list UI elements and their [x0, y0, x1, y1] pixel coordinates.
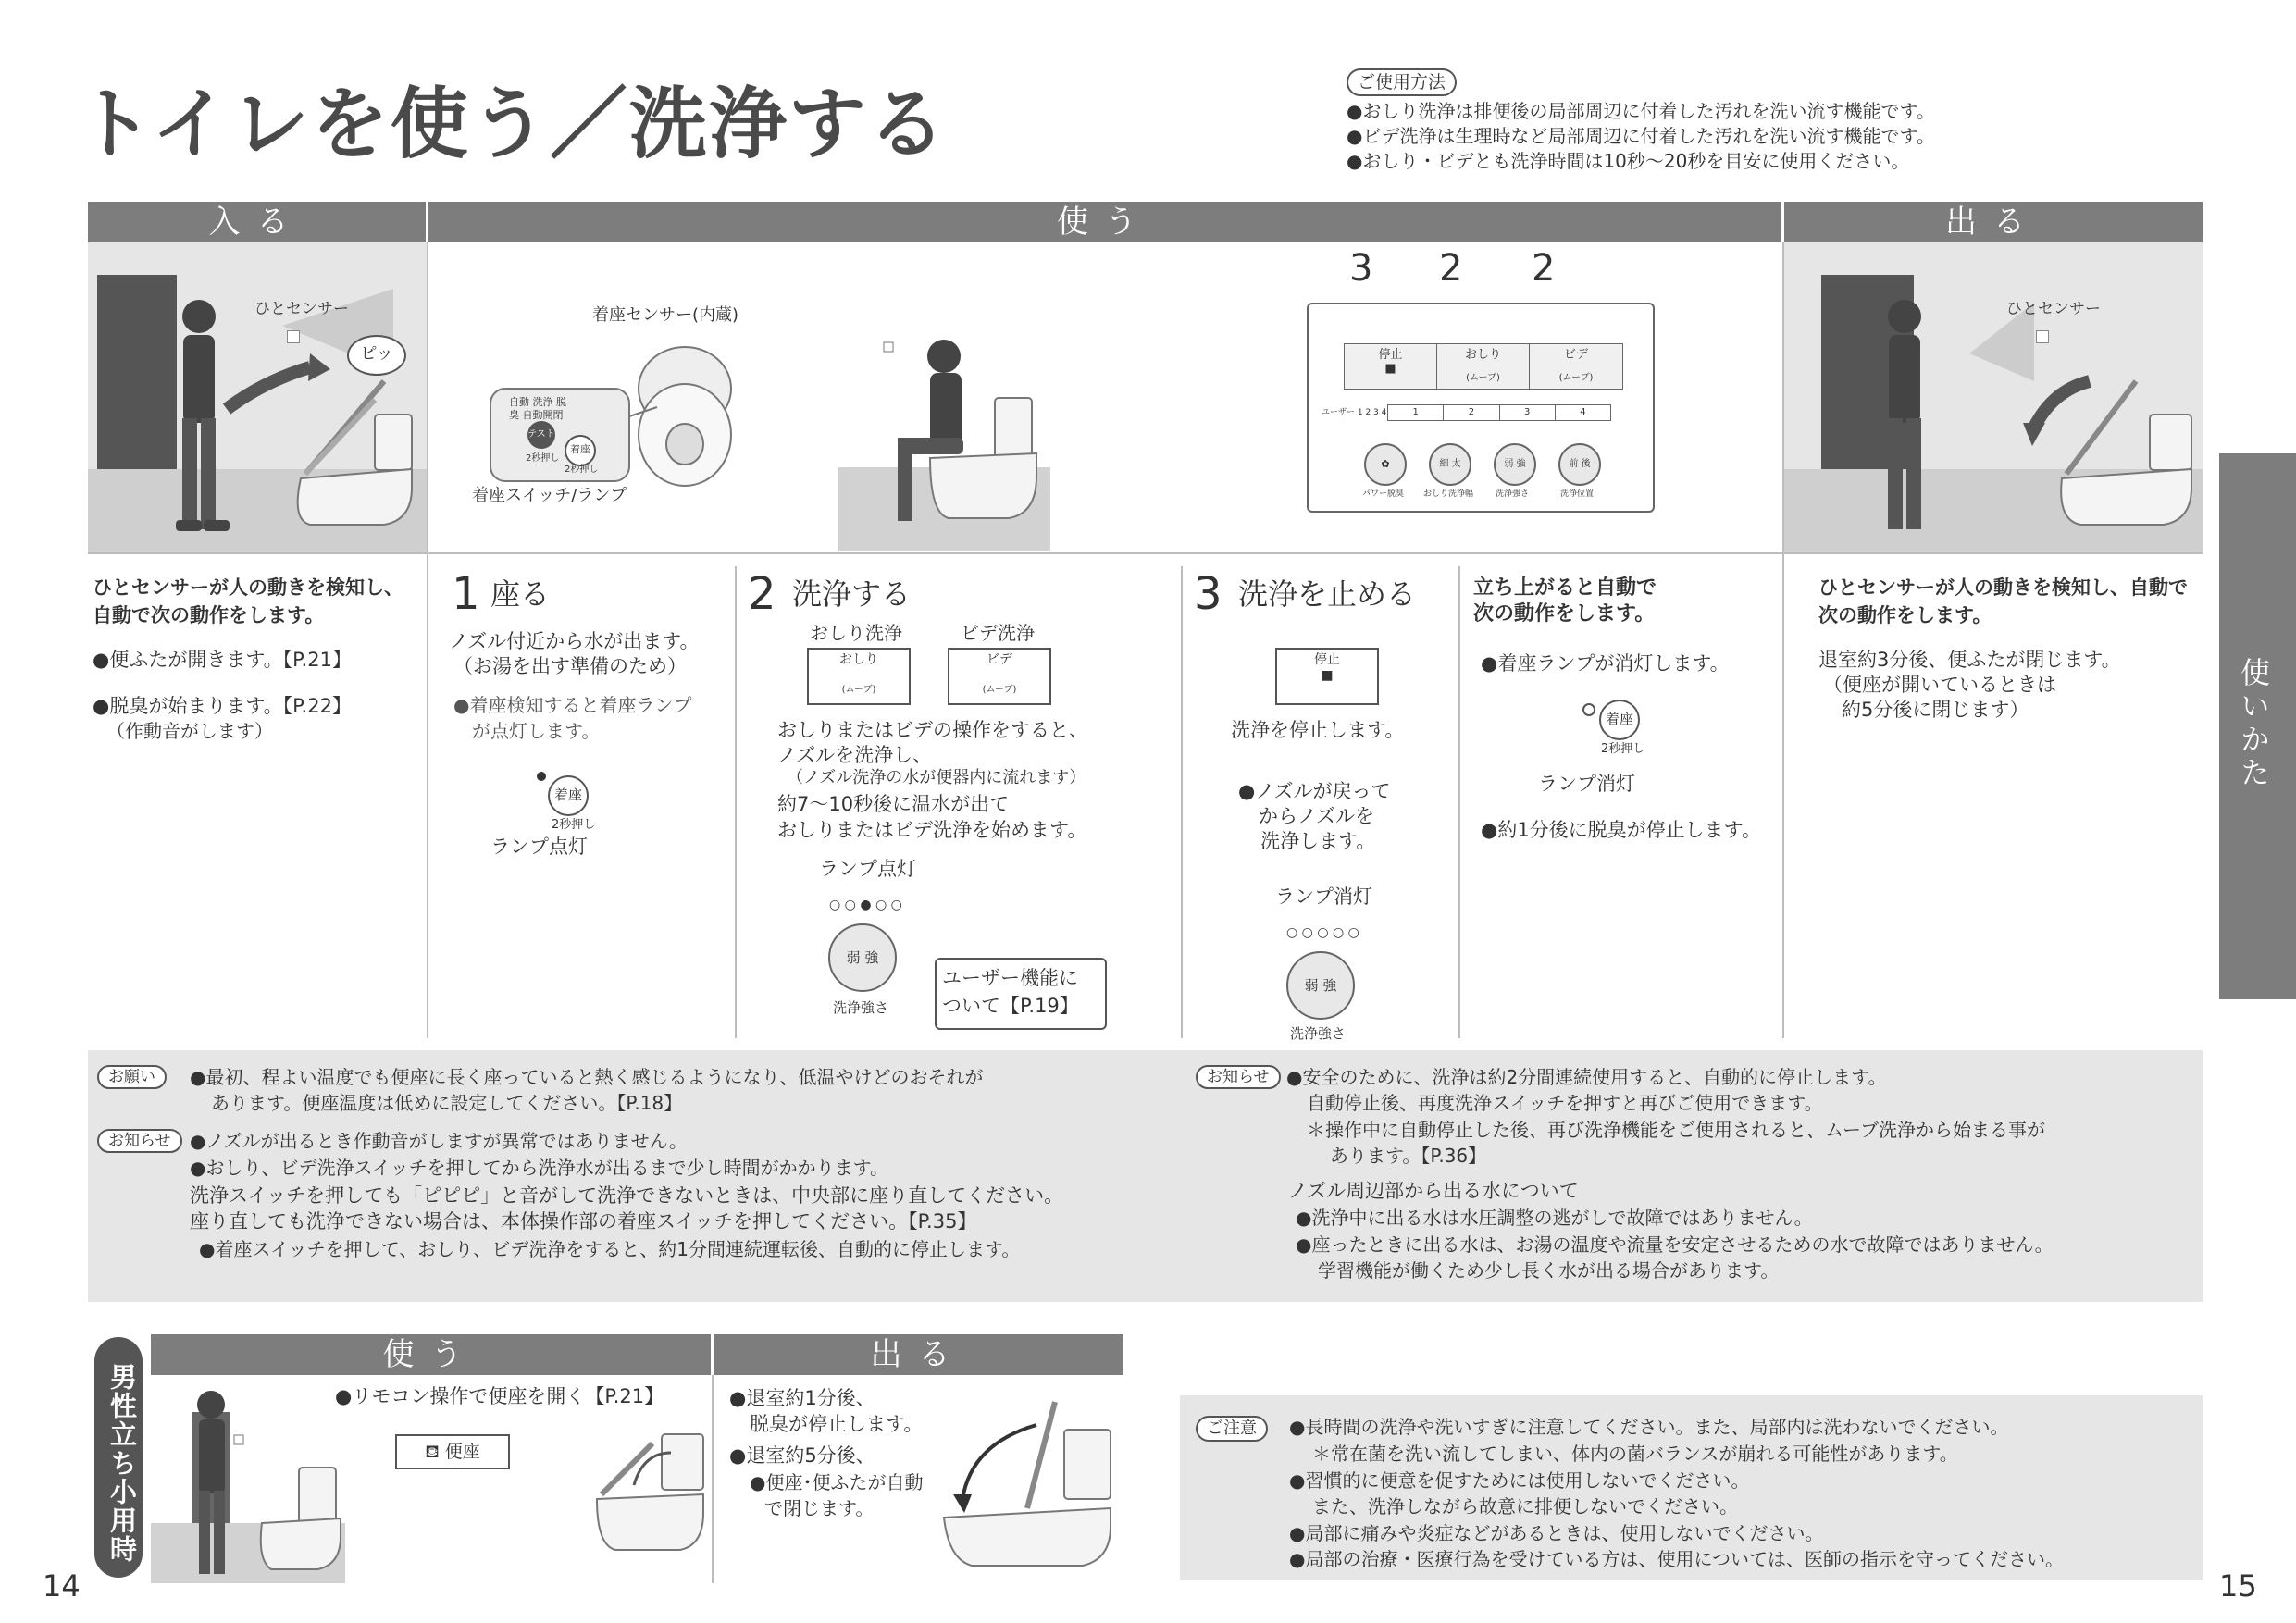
bidet-button[interactable]: ビデ (ムーブ) [1558, 348, 1594, 383]
caution-line-3: ●習慣的に便意を促すためには使用しないでください。 [1289, 1469, 1750, 1492]
power-deodorize-button[interactable]: ✿ [1364, 443, 1407, 486]
seat-icon: ⛾ [425, 1442, 445, 1462]
oshirase-left-4: 座り直しても洗浄できない場合は、本体操作部の着座スイッチを押してください。【P.35】 [190, 1210, 977, 1233]
oshirase-right-3: ＊操作中に自動停止した後、再び洗浄機能をご使用されると、ムーブ洗浄から始まる事が [1307, 1119, 2045, 1141]
remote-control [1307, 303, 1655, 513]
oshirase-badge-left: お知らせ [97, 1129, 182, 1153]
caution-line-5: ●局部に痛みや炎症などがあるときは、使用しないでください。 [1289, 1522, 1824, 1544]
step1-line-2: （お湯を出す準備のため） [453, 655, 687, 677]
step3-title: 洗浄を止める [1238, 576, 1417, 612]
exit-line-3: 約5分後に閉じます） [1842, 699, 2029, 721]
step2-bidet-label: ビデ洗浄 [961, 622, 1035, 644]
usage-line-2: ●ビデ洗浄は生理時など局部周辺に付着した汚れを洗い流す機能です。 [1347, 125, 1935, 147]
switch-text-3: 2秒押し [565, 465, 599, 475]
test-button[interactable]: テスト [527, 421, 555, 449]
switch-text-2: 2秒押し [526, 453, 560, 464]
seat-sensor-diagram [472, 296, 805, 509]
remote-num-2b: 2 [1532, 247, 1556, 290]
step2-oshiri-label: おしり洗浄 [810, 622, 902, 644]
standup-seat-button[interactable]: 着座 [1599, 700, 1640, 740]
onegai-badge: お願い [97, 1065, 167, 1089]
header-use: 使う [428, 202, 1781, 242]
toilet-open-icon [592, 1416, 708, 1568]
side-tab-label: 使いかた [2236, 657, 2271, 790]
step3-stop-button[interactable]: 停止 ■ [1275, 648, 1379, 705]
oshirase-right-5: ノズル周辺部から出る水について [1288, 1180, 1579, 1202]
exit-sensor-label: ひとセンサー [2006, 300, 2101, 318]
oshirase-left-5: ●着座スイッチを押して、おしり、ビデ洗浄をすると、約1分間連続運転後、自動的に停止します。 [199, 1238, 1021, 1260]
person-walking-icon [88, 242, 427, 552]
oshirase-right-8: 学習機能が働くため少し長く水が出る場合があります。 [1318, 1259, 1780, 1282]
enter-bullet-2-note: （作動音がします） [106, 720, 273, 742]
step3-lamp-dots: ○ ○ ○ ○ ○ [1286, 925, 1359, 940]
standup-heading-1: 立ち上がると自動で [1473, 576, 1657, 600]
standup-bullet-1: ●着座ランプが消灯します。 [1481, 652, 1730, 675]
user-button-3[interactable]: 3 [1500, 405, 1556, 420]
male-use-text: ●リモコン操作で便座を開く【P.21】 [335, 1385, 664, 1407]
sitting-illustration [838, 328, 1050, 551]
remote-top-panel [1344, 343, 1623, 390]
header-exit: 出る [1784, 202, 2203, 242]
step2-num: 2 [748, 568, 776, 620]
standup-lamp: ランプ消灯 [1538, 773, 1635, 795]
male-exit-line-2: 脱臭が停止します。 [750, 1413, 924, 1435]
label-position: 洗浄位置 [1560, 489, 1595, 499]
user-button-1[interactable]: 1 [1388, 405, 1444, 420]
step2-lamp: ランプ点灯 [819, 858, 916, 880]
usage-line-3: ●おしり・ビデとも洗浄時間は10秒〜20秒を目安に使用ください。 [1347, 150, 1910, 172]
step2-bidet-button[interactable]: ビデ (ムーブ) [948, 648, 1051, 705]
step1-lamp: ランプ点灯 [490, 836, 588, 858]
step3-bullet-1b: からノズルを [1259, 805, 1375, 827]
onegai-line-2: あります。便座温度は低めに設定してください。【P.18】 [211, 1092, 683, 1114]
enter-bullet-1: ●便ふたが開きます。【P.21】 [93, 649, 352, 671]
strength-button[interactable]: 弱 強 [1494, 443, 1536, 486]
caution-badge: ご注意 [1196, 1416, 1268, 1442]
step3-strength-knob[interactable]: 弱 強 [1286, 951, 1355, 1020]
enter-heading: ひとセンサーが人の動きを検知し、自動で次の動作をします。 [93, 576, 403, 626]
page-number-left: 14 [43, 1568, 81, 1604]
label-power: パワー脱臭 [1362, 489, 1405, 499]
exit-illustration [1784, 242, 2203, 552]
oshiri-button[interactable]: おしり (ムーブ) [1437, 344, 1530, 389]
step1-btn-sub: 2秒押し [552, 818, 596, 832]
step2-user-fn-note[interactable]: ユーザー機能に ついて【P.19】 [935, 958, 1107, 1030]
exit-line-1: 退室約3分後、便ふたが閉じます。 [1818, 649, 2121, 671]
user-buttons [1387, 404, 1611, 421]
male-exit-line-1: ●退室約1分後、 [729, 1387, 875, 1409]
oshirase-right-1: ●安全のために、洗浄は約2分間連続使用すると、自動的に停止します。 [1286, 1066, 1887, 1088]
usage-label: ご使用方法 [1347, 68, 1457, 96]
step2-lamp-dots: ○ ○ ● ○ ○ [829, 898, 902, 912]
switch-text-1: 自動 洗浄 脱臭 自動開閉 [509, 396, 566, 421]
enter-sensor-label: ひとセンサー [254, 300, 349, 318]
male-exit-line-3: ●退室約5分後、 [729, 1444, 875, 1467]
oshirase-right-7: ●座ったときに出る水は、お湯の温度や流量を安定させるための水で故障ではありません。 [1296, 1233, 2054, 1256]
header-enter: 入る [88, 202, 426, 242]
oshirase-left-2: ●おしり、ビデ洗浄スイッチを押してから洗浄水が出るまで少し時間がかかります。 [190, 1157, 889, 1179]
remote-num-2a: 2 [1439, 247, 1463, 290]
step2-line-1: おしりまたはビデの操作をすると、 [777, 719, 1088, 741]
enter-illustration [88, 242, 427, 552]
enter-bullet-2: ●脱臭が始まります。【P.22】 [93, 695, 352, 717]
step1-lamp-dot [537, 772, 546, 781]
oshirase-left-1: ●ノズルが出るとき作動音がしますが異常ではありません。 [190, 1130, 688, 1152]
step2-line-4: 約7〜10秒後に温水が出て [777, 793, 1010, 815]
remote-num-3: 3 [1349, 247, 1373, 290]
male-seat-button[interactable]: ⛾ 便座 [395, 1434, 510, 1469]
male-side-label: 男性立ち小用時 [94, 1337, 143, 1578]
label-strength: 洗浄強さ [1496, 489, 1530, 499]
male-exit-line-5: で閉じます。 [764, 1497, 875, 1519]
step2-line-3: （ノズル洗浄の水が便器内に流れます） [787, 768, 1086, 787]
exit-heading: ひとセンサーが人の動きを検知し、自動で次の動作をします。 [1818, 576, 2188, 626]
user-label: ユーザー 1 2 3 4 [1322, 408, 1387, 417]
seat-sensor-label: 着座センサー(内蔵) [592, 305, 739, 325]
oshirase-left-3: 洗浄スイッチを押しても「ピピピ」と音がして洗浄できないときは、中央部に座り直してください。 [190, 1184, 1064, 1207]
step2-line-5: おしりまたはビデ洗浄を始めます。 [777, 819, 1087, 841]
usage-notes [1347, 68, 1457, 96]
seat-switch-label: 着座スイッチ/ランプ [472, 486, 627, 505]
standup-btn-sub: 2秒押し [1601, 742, 1645, 756]
oshirase-right-6: ●洗浄中に出る水は水圧調整の逃がしで故障ではありません。 [1296, 1207, 1813, 1229]
step1-bullet-b: が点灯します。 [472, 720, 601, 742]
oshirase-badge-right: お知らせ [1196, 1065, 1281, 1089]
step1-seat-button[interactable]: 着座 [548, 775, 589, 816]
caution-line-6: ●局部の治療・医療行為を受けている方は、使用については、医師の指示を守ってください。 [1289, 1548, 2065, 1570]
step3-lamp: ランプ消灯 [1275, 886, 1372, 908]
page-number-right: 15 [2219, 1568, 2257, 1604]
step1-num: 1 [452, 568, 480, 620]
beep-bubble: ピッ [347, 335, 406, 376]
standup-bullet-2: ●約1分後に脱臭が停止します。 [1481, 819, 1762, 841]
step2-oshiri-button[interactable]: おしり (ムーブ) [807, 648, 911, 705]
step2-knob-label: 洗浄強さ [833, 999, 889, 1016]
caution-line-1: ●長時間の洗浄や洗いすぎに注意してください。また、局部内は洗わないでください。 [1289, 1416, 2009, 1438]
onegai-line-1: ●最初、程よい温度でも便座に長く座っていると熱く感じるようになり、低温やけどのおそれが [190, 1066, 984, 1088]
step3-bullet-1c: 洗浄します。 [1260, 830, 1376, 852]
sitting-person-icon [838, 328, 1050, 551]
step2-line-2: ノズルを洗浄し、 [777, 744, 933, 766]
male-exit-line-4: ●便座･便ふたが自動 [750, 1471, 924, 1493]
step1-line-1: ノズル付近から水が出ます。 [449, 630, 700, 652]
exit-line-2: （便座が開いているときは [1823, 674, 2056, 696]
step2-strength-knob[interactable]: 弱 強 [828, 923, 897, 992]
user-button-4[interactable]: 4 [1580, 407, 1586, 417]
seat-button[interactable]: 着座 [565, 435, 596, 466]
step3-knob-label: 洗浄強さ [1290, 1025, 1347, 1042]
standup-heading-2: 次の動作をします。 [1473, 602, 1656, 626]
toilet-closing-icon [935, 1388, 1120, 1573]
step3-bullet-1: ●ノズルが戻って [1238, 780, 1391, 802]
caution-line-4: また、洗浄しながら故意に排便しないでください。 [1312, 1495, 1738, 1518]
width-button[interactable]: 細 太 [1429, 443, 1471, 486]
page-title: トイレを使う／洗浄する [76, 79, 948, 169]
stop-button[interactable]: 停止 ■ [1345, 344, 1437, 389]
step1-title: 座る [490, 576, 551, 612]
caution-line-2: ＊常在菌を洗い流してしまい、体内の菌バランスが崩れる可能性があります。 [1312, 1443, 1958, 1465]
standup-lamp-dot [1582, 703, 1595, 716]
position-button[interactable]: 前 後 [1558, 443, 1601, 486]
person-leaving-icon [1784, 242, 2203, 552]
step3-num: 3 [1194, 568, 1222, 620]
user-button-2[interactable]: 2 [1444, 405, 1499, 420]
oshirase-right-2: 自動停止後、再度洗浄スイッチを押すと再びご使用できます。 [1307, 1092, 1823, 1114]
side-tab[interactable] [2219, 453, 2296, 999]
label-width: おしり洗浄幅 [1423, 489, 1474, 499]
step2-title: 洗浄する [792, 576, 912, 612]
standing-person-icon [151, 1375, 345, 1583]
male-header-use: 使う [151, 1334, 711, 1375]
step3-line-1: 洗浄を停止します。 [1231, 719, 1405, 741]
male-header-exit: 出る [714, 1334, 1123, 1375]
oshirase-right-4: あります。【P.36】 [1330, 1145, 1487, 1167]
male-use-illustration [151, 1375, 345, 1583]
step1-bullet: ●着座検知すると着座ランプ [453, 694, 692, 716]
usage-line-1: ●おしり洗浄は排便後の局部周辺に付着した汚れを洗い流す機能です。 [1347, 100, 1935, 122]
